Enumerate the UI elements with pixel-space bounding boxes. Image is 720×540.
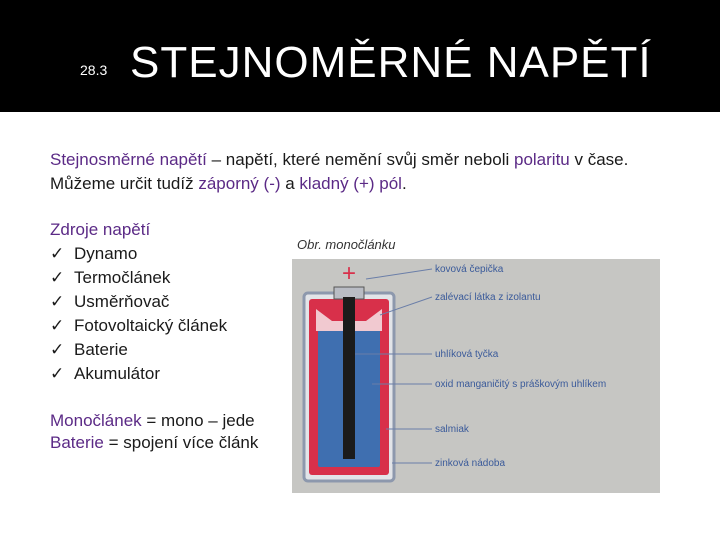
definition-text: = spojení více článk [103, 433, 259, 452]
intro-text-1: – napětí, které nemění svůj směr neboli [206, 150, 514, 169]
term-polarity: polaritu [514, 150, 570, 169]
checkmark-icon: ✓ [50, 364, 65, 383]
intro-text-2: v čase. Můžeme určit tudíž [50, 150, 629, 193]
label-zinc-casing: zinková nádoba [435, 458, 506, 469]
voltage-sources [50, 218, 227, 386]
list-item [50, 314, 227, 338]
carbon-rod [343, 297, 355, 459]
list-item [50, 338, 227, 362]
list-item-label: Usměrňovač [74, 292, 170, 311]
label-carbon-rod: uhlíková tyčka [435, 349, 499, 360]
term-dc-voltage: Stejnosměrné napětí [50, 150, 207, 169]
list-item-label: Baterie [74, 340, 128, 359]
checkmark-icon: ✓ [50, 340, 65, 359]
checkmark-icon: ✓ [50, 268, 65, 287]
checkmark-icon: ✓ [50, 244, 65, 263]
slide-header [0, 0, 720, 112]
checkmark-icon: ✓ [50, 316, 65, 335]
definition-text: = mono – jede [141, 411, 255, 430]
label-manganese-dioxide: oxid manganičitý s práškovým uhlíkem [435, 379, 607, 390]
intro-text-3: a [280, 174, 300, 193]
list-item [50, 242, 227, 266]
cell-diagram-photo [292, 259, 660, 493]
intro-text-4: . [401, 174, 407, 193]
figure-caption: Obr. monočlánku [297, 237, 396, 252]
definition-monocell [50, 410, 258, 432]
sources-heading: Zdroje napětí [50, 220, 151, 239]
list-item [50, 290, 227, 314]
slide-content [0, 112, 720, 540]
plus-sign: + [342, 260, 357, 287]
list-item-label: Akumulátor [74, 364, 160, 383]
cell-diagram [292, 259, 660, 493]
slide-title: STEJNOMĚRNÉ NAPĚTÍ [130, 38, 652, 87]
intro-paragraph [50, 148, 690, 196]
sources-list [50, 242, 227, 386]
definitions [50, 410, 258, 454]
list-item-label: Fotovoltaický článek [74, 316, 228, 335]
checkmark-icon: ✓ [50, 292, 65, 311]
term-monocell: Monočlánek [50, 411, 142, 430]
section-number: 28.3 [80, 62, 108, 78]
list-item [50, 266, 227, 290]
label-sealing: zalévací látka z izolantu [435, 292, 541, 303]
list-item-label: Dynamo [74, 244, 138, 263]
term-battery: Baterie [50, 433, 104, 452]
definition-battery [50, 432, 258, 454]
list-item-label: Termočlánek [74, 268, 171, 287]
term-negative-pole: záporný (-) [198, 174, 281, 193]
list-item [50, 362, 227, 386]
term-positive-pole: kladný (+) pól [299, 174, 402, 193]
label-salmiak: salmiak [435, 424, 469, 435]
label-metal-cap: kovová čepička [435, 264, 504, 275]
